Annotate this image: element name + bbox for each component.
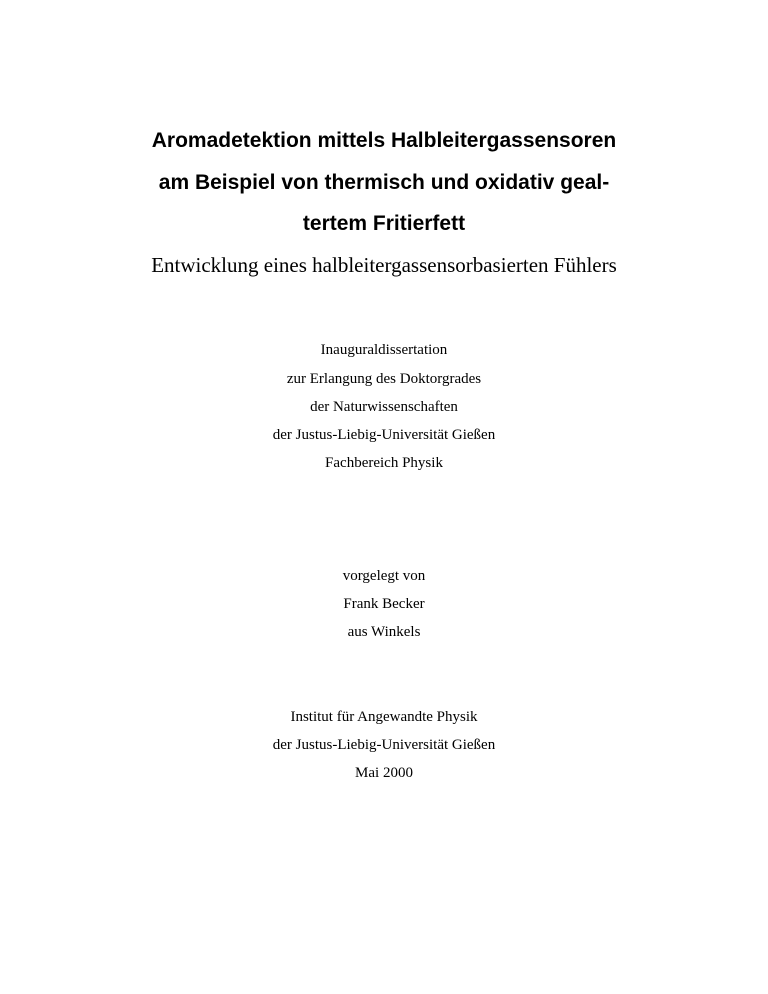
title-line-1: Aromadetektion mittels Halbleitergassensoren [151,129,617,152]
subtitle: Entwicklung eines halbleitergassensorbasierten Fühlers [151,253,617,277]
author-line-1: vorgelegt von [342,568,426,584]
title-line-2: am Beispiel von thermisch und oxidativ geal- [158,171,610,194]
institute-line-1: Institut für Angewandte Physik [290,709,478,725]
dissertation-line-4: der Justus-Liebig-Universität Gießen [272,427,496,443]
author-name: Frank Becker [343,596,425,612]
dissertation-line-3: der Naturwissenschaften [310,399,458,415]
dissertation-line-2: zur Erlangung des Doktorgrades [286,371,482,387]
title-line-3: tertem Fritierfett [302,212,466,235]
dissertation-line-5: Fachbereich Physik [325,455,443,471]
dissertation-line-1: Inauguraldissertation [320,342,448,358]
author-origin: aus Winkels [347,624,421,640]
date-line: Mai 2000 [355,765,413,781]
institute-line-2: der Justus-Liebig-Universität Gießen [272,737,496,753]
